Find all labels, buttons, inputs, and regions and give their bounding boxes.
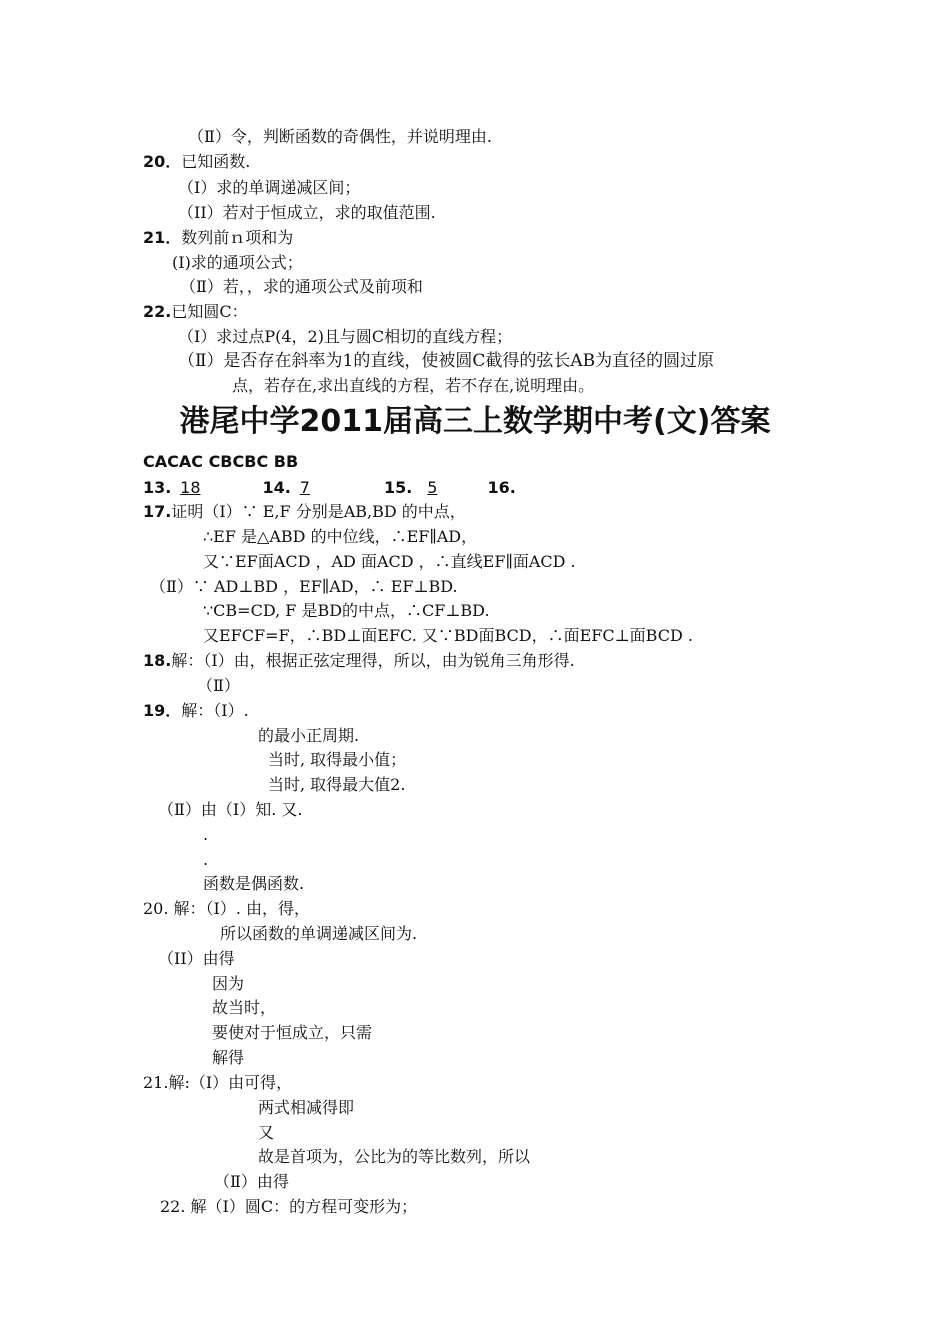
q20-part1-line: （I）求的单调递减区间；	[178, 178, 361, 197]
answer-18	[143, 651, 575, 671]
a19-line5: （Ⅱ）由（Ⅰ）知. 又.	[158, 800, 303, 819]
fill-answers-row	[143, 478, 516, 498]
a20-line1: 20. 解：（I）. 由，得，	[143, 899, 311, 918]
fill-number-14: 14.	[262, 478, 291, 497]
answers-title: 港尾中学2011届高三上数学期中考(文)答案	[179, 404, 771, 439]
a21-line2: 两式相减得即	[258, 1098, 355, 1117]
q22-part2-line-b: 点，若存在,求出直线的方程，若不存在,说明理由。	[232, 376, 595, 395]
a21-line5: （Ⅱ）由得	[214, 1172, 289, 1191]
a19-line3: 当时, 取得最小值；	[268, 750, 407, 769]
a20-line2: 所以函数的单调递减区间为.	[220, 924, 418, 943]
a20-line4: 因为	[212, 974, 245, 993]
a21-line1: 21.解:（Ⅰ）由可得，	[143, 1073, 293, 1092]
fill-answer-14: 7	[299, 478, 310, 497]
question-number: 20．	[143, 152, 182, 171]
answer-text: 解：（Ⅰ）由，根据正弦定理得，所以，由为锐角三角形得.	[171, 651, 575, 670]
question-20	[143, 152, 250, 172]
a19-line7: .	[203, 850, 209, 869]
question-text: 已知圆C：	[171, 302, 248, 321]
a20-line3: （II）由得	[158, 949, 235, 968]
answer-text: 证明（Ⅰ）∵ E,F 分别是AB,BD 的中点，	[171, 502, 466, 521]
question-text: 数列前ｎ项和为	[181, 228, 294, 247]
question-number: 22.	[143, 302, 172, 321]
a17-line6: 又EFCF=F，∴BD⊥面EFC. 又∵BD面BCD，∴面EFC⊥面BCD .	[203, 626, 693, 645]
a19-line8: 函数是偶函数.	[203, 874, 305, 893]
question-22	[143, 302, 248, 322]
a17-line3: 又∵EF面ACD ，AD 面ACD ，∴直线EF∥面ACD .	[203, 552, 576, 571]
answer-text: 解：（Ⅰ）.	[181, 701, 249, 720]
a20-line7: 解得	[212, 1048, 245, 1067]
fill-number-15: 15.	[384, 478, 413, 497]
q22-part2-line-a: （Ⅱ）是否存在斜率为1的直线，使被圆C截得的弦长AB为直径的圆过原	[178, 351, 715, 371]
question-21	[143, 228, 293, 248]
a21-line3: 又	[258, 1123, 275, 1142]
q21-part1-line: (Ⅰ)求的通项公式；	[172, 253, 303, 272]
a18-line2: （Ⅱ）	[197, 676, 240, 695]
a17-line5: ∵CB=CD, F 是BD的中点，∴CF⊥BD.	[203, 601, 490, 620]
a17-line4: （Ⅱ）∵ AD⊥BD ，EF∥AD，∴ EF⊥BD.	[150, 577, 458, 596]
fill-answer-15: 5	[427, 478, 438, 497]
answer-17	[143, 502, 466, 522]
question-number: 21．	[143, 228, 182, 247]
question-text: 已知函数.	[181, 152, 251, 171]
a19-line4: 当时, 取得最大值2.	[268, 775, 406, 794]
a19-line6: .	[203, 825, 209, 844]
a17-line2: ∴EF 是△ABD 的中位线，∴EF∥AD，	[203, 527, 478, 546]
fill-answer-13: 18	[180, 478, 201, 497]
q22-part1-line: （I）求过点P(4，2)且与圆C相切的直线方程；	[178, 327, 513, 346]
a20-line5: 故当时，	[212, 998, 277, 1017]
a19-line2: 的最小正周期.	[258, 726, 360, 745]
a21-line4: 故是首项为，公比为的等比数列，所以	[258, 1147, 531, 1166]
answer-number: 19．	[143, 701, 182, 720]
answer-number: 17.	[143, 502, 172, 521]
fill-number-13: 13.	[143, 478, 172, 497]
q21-part2-line: （Ⅱ）若，，求的通项公式及前项和	[180, 277, 423, 296]
choice-answers: CACAC CBCBC BB	[143, 452, 299, 471]
a22-line1: 22. 解（I）圆C：的方程可变形为；	[160, 1197, 418, 1216]
a20-line6: 要使对于恒成立，只需	[212, 1023, 373, 1042]
answer-19	[143, 701, 249, 721]
q20-part2-line: （II）若对于恒成立，求的取值范围.	[178, 203, 436, 222]
answer-number: 18.	[143, 651, 172, 670]
fill-number-16: 16.	[487, 478, 516, 497]
q19-part2-line: （Ⅱ）令，判断函数的奇偶性，并说明理由.	[188, 127, 492, 146]
